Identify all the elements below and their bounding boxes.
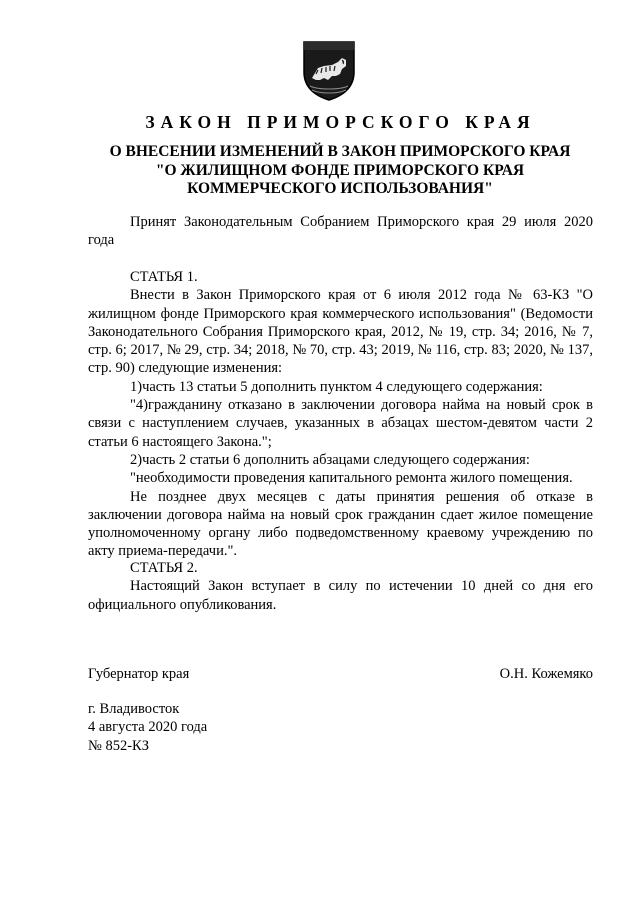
subtitle-line: КОММЕРЧЕСКОГО ИСПОЛЬЗОВАНИЯ" [187,180,493,197]
article-2 [88,559,593,614]
signing-date: 4 августа 2020 года [88,719,208,736]
article-1-item-2-text-2: Не позднее двух месяцев с даты принятия решения об отказе в заключении договора найма на новый срок гражданин сдает жилое помещение уполномоченному органу либо подведомственному краевому учреждению по акту приема-передачи.". [88,488,593,560]
article-1-intro: Внести в Закон Приморского края от 6 июля 2012 года № 63-КЗ "О жилищном фонде Приморского края коммерческого использования" (Ведомости Законодательного Собрания Приморского края, 2012, № 19, стр. 34; 2016, № 7, стр. 6; 2017, № 29, стр. 34; 2018, № 70, стр. 43; 2019, № 116, стр. 83; 2020, № 137, стр. 90) следующие изменения: [88,287,593,377]
law-subtitle [100,143,580,199]
signature-block [88,665,593,683]
law-title: ЗАКОН ПРИМОРСКОГО КРАЯ [145,112,536,132]
signing-city: г. Владивосток [88,701,180,717]
signatory-name: О.Н. Кожемяко [499,666,593,682]
coat-of-arms-icon [302,38,356,102]
document-footer [88,700,207,755]
adoption-preamble: Принят Законодательным Собранием Приморского края 29 июля 2020 года [88,214,593,249]
article-1-item-1-text: "4)гражданину отказано в заключении договора найма на новый срок в связи с наступлением случаев, указанных в абзацах шестом-девятом части 2 статьи 6 настоящего Закона."; [88,397,593,450]
article-1-heading: СТАТЬЯ 1. [130,269,198,285]
subtitle-line: О ВНЕСЕНИИ ИЗМЕНЕНИЙ В ЗАКОН ПРИМОРСКОГО КРАЯ [109,143,571,160]
article-1-item-2: 2)часть 2 статьи 6 дополнить абзацами следующего содержания: [130,451,530,468]
article-1-item-2-text-1: "необходимости проведения капитального ремонта жилого помещения. [130,470,573,487]
article-2-text: Настоящий Закон вступает в силу по истечении 10 дней со дня его официального опубликования. [88,578,593,613]
signatory-position: Губернатор края [88,666,190,682]
article-2-heading: СТАТЬЯ 2. [130,560,198,576]
law-number: № 852-КЗ [88,737,149,754]
article-1 [88,268,593,561]
article-1-item-1: 1)часть 13 статьи 5 дополнить пунктом 4 следующего содержания: [130,378,543,395]
subtitle-line: "О ЖИЛИЩНОМ ФОНДЕ ПРИМОРСКОГО КРАЯ [155,161,525,179]
